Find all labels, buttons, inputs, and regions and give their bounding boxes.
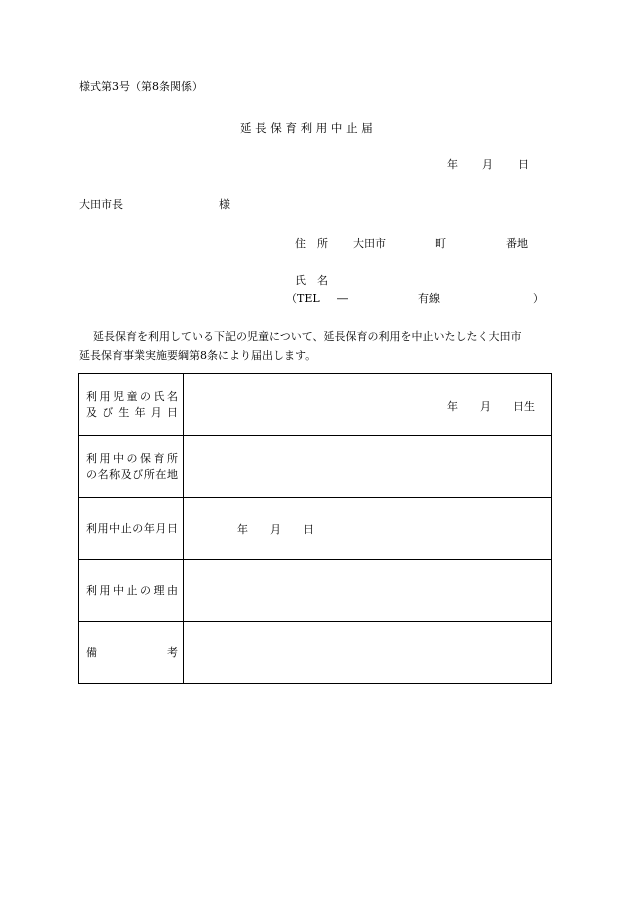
date-day: 日 xyxy=(518,158,529,171)
addressee-honorific: 様 xyxy=(219,198,230,211)
tel-open: （TEL xyxy=(286,292,320,305)
nursery-name-location-field[interactable] xyxy=(184,436,552,498)
form-number: 様式第3号（第8条関係） xyxy=(79,80,203,93)
label-cell xyxy=(79,436,184,498)
table-row-child-name xyxy=(79,374,552,436)
table-row-reason xyxy=(79,560,552,622)
end-date-field[interactable] xyxy=(184,498,552,560)
tel-type: 有線 xyxy=(418,292,440,305)
form-table xyxy=(78,373,552,684)
label-cell xyxy=(79,560,184,622)
table-row-end-date xyxy=(79,498,552,560)
address-lot: 番地 xyxy=(506,237,528,250)
end-date-placeholder: 年 月 日 xyxy=(237,523,314,536)
table-row-remarks xyxy=(79,622,552,684)
tel-close: ） xyxy=(533,292,544,305)
label-line: 及 び 生 年 月 日 xyxy=(86,405,178,419)
birthdate-suffix: 年 月 日生 xyxy=(447,400,535,413)
label-cell xyxy=(79,374,184,436)
child-name-birthdate-field[interactable] xyxy=(184,374,552,436)
label-cell xyxy=(79,622,184,684)
date-month: 月 xyxy=(482,158,493,171)
body-text-line-1: 延長保育を利用している下記の児童について、延長保育の利用を中止いたしたく大田市 xyxy=(93,330,522,343)
label-line: 備 考 xyxy=(86,645,178,659)
address-town: 町 xyxy=(435,237,446,250)
document-title: 延 長 保 育 利 用 中 止 届 xyxy=(240,121,373,135)
body-text-line-2: 延長保育事業実施要綱第8条により届出します。 xyxy=(79,349,317,362)
reason-field[interactable] xyxy=(184,560,552,622)
label-line: 利 用 中 止 の 理 由 xyxy=(86,583,178,597)
address-city: 大田市 xyxy=(353,237,386,250)
address-label: 住 所 xyxy=(295,237,328,250)
label-line: の 名 称 及 び 所 在 地 xyxy=(86,467,178,481)
label-line: 利 用 中 止 の 年 月 日 xyxy=(86,521,178,535)
date-year: 年 xyxy=(447,158,458,171)
addressee-name: 大田市長 xyxy=(79,198,123,211)
label-line: 利 用 中 の 保 育 所 xyxy=(86,451,178,465)
label-cell xyxy=(79,498,184,560)
table-row-nursery xyxy=(79,436,552,498)
tel-dash: ― xyxy=(337,292,348,305)
label-line: 利 用 児 童 の 氏 名 xyxy=(86,389,178,403)
remarks-field[interactable] xyxy=(184,622,552,684)
name-label: 氏 名 xyxy=(295,274,328,287)
